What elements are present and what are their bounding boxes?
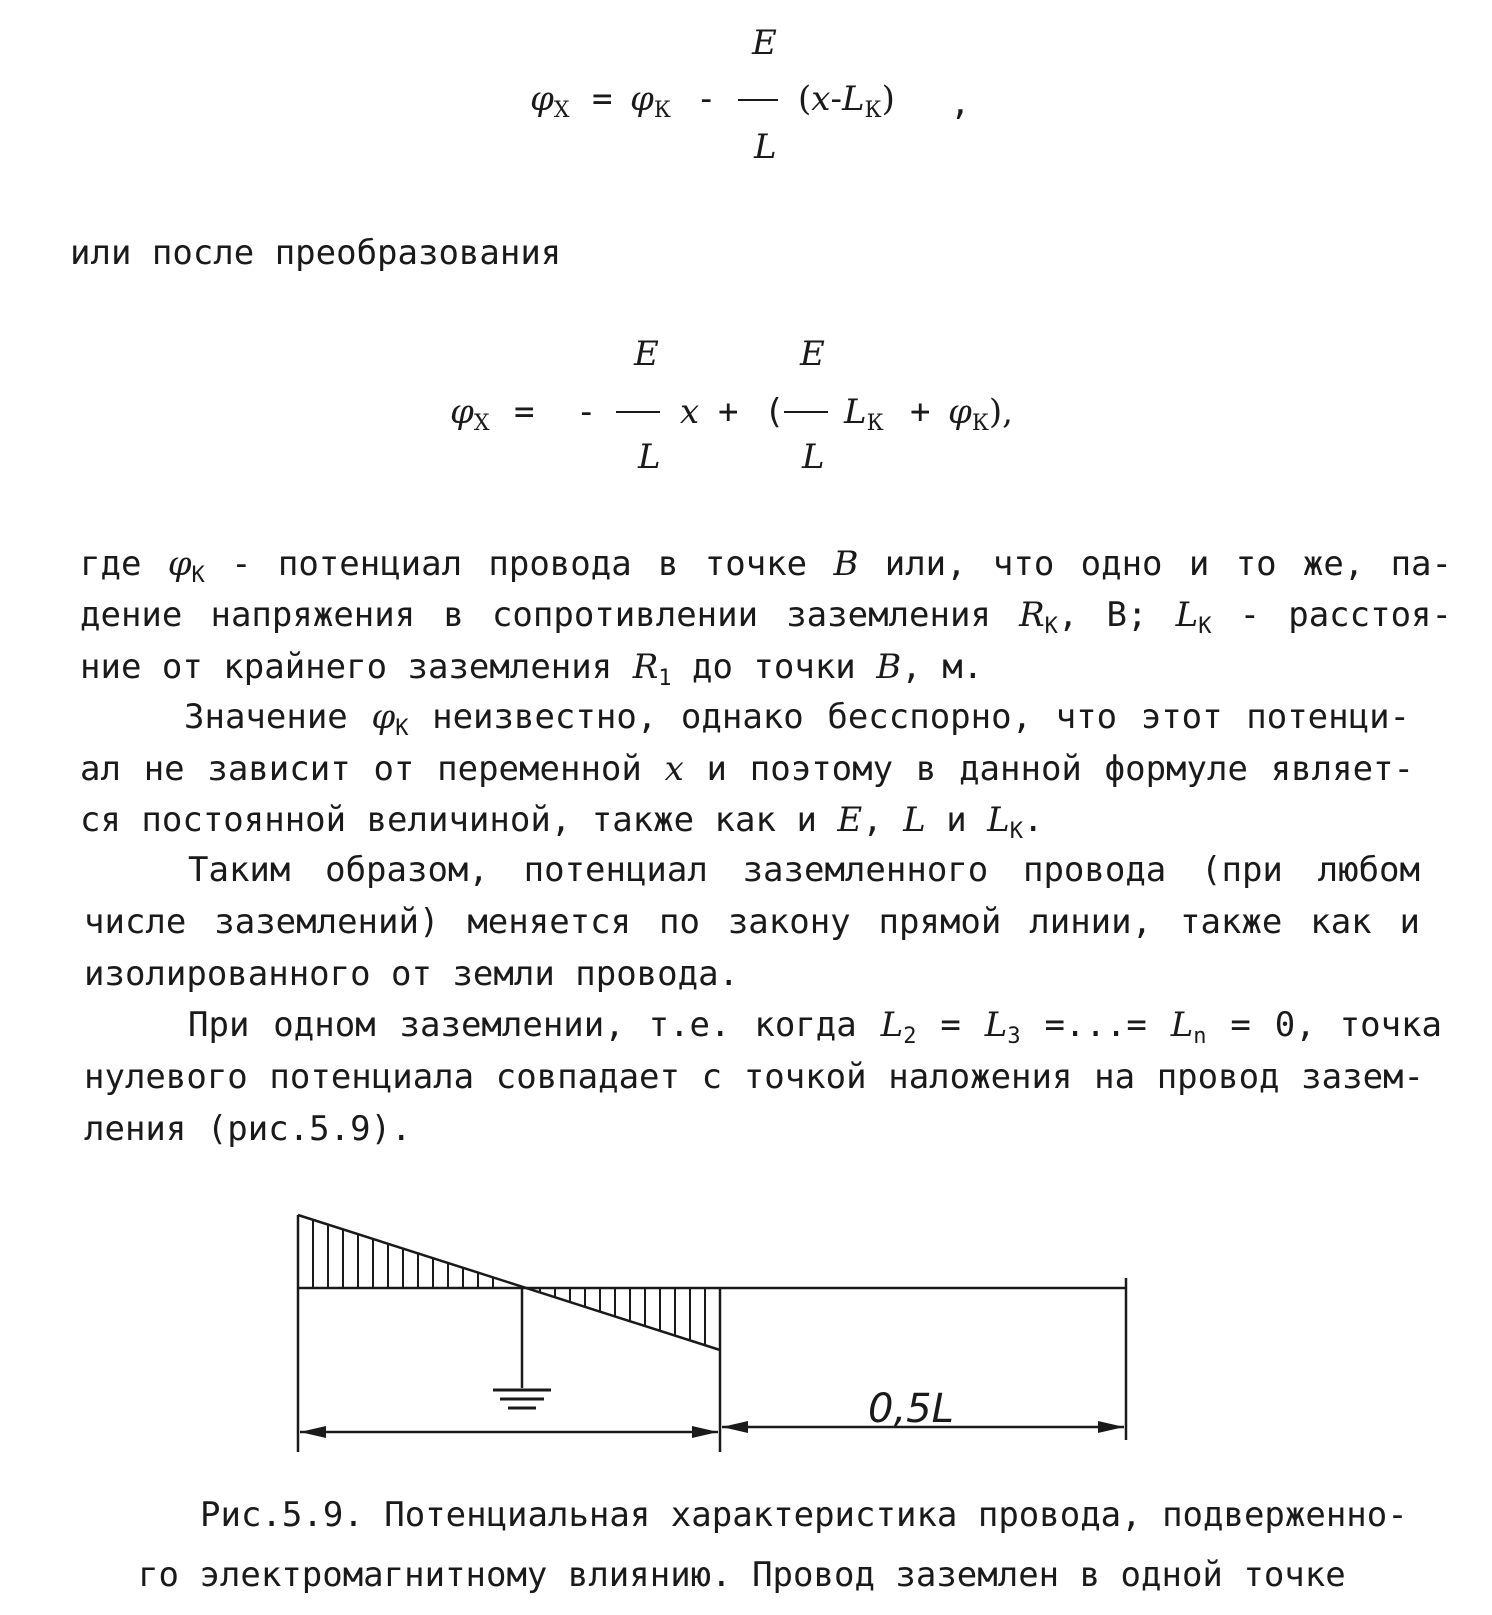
paragraph-3-line-1: Таким образом, потенциал заземленного провода (при любом xyxy=(188,850,1420,890)
fraction-1-denominator: L xyxy=(638,437,661,477)
phi-k: $\varphi_К$ xyxy=(630,79,671,123)
paragraph-1-line-2: дение напряжения в сопротивлении заземления $R_К$, В; $L_К$ - расстоя- xyxy=(80,595,1452,639)
paren-expression: $(x-L_К)$ xyxy=(798,79,895,123)
fraction-1-numerator: E xyxy=(634,334,659,374)
dimension-label: 0,5L xyxy=(868,1386,954,1432)
figure-caption-line-1: Рис.5.9. Потенциальная характеристика провода, подверженно- xyxy=(200,1495,1408,1535)
fraction-2-numerator: E xyxy=(800,334,825,374)
paragraph-3-line-3: изолированного от земли провода. xyxy=(84,954,740,994)
paragraph-4-line-2: нулевого потенциала совпадает с точкой наложения на провод зазем- xyxy=(84,1057,1424,1097)
plus-sign: + xyxy=(718,392,739,432)
minus-sign: - xyxy=(576,392,597,432)
figure-caption-line-2: го электромагнитному влиянию. Провод заземлен в одной точке xyxy=(138,1555,1346,1595)
equals-sign: = xyxy=(592,79,613,119)
arrow-left-start xyxy=(300,1426,326,1438)
paren-open: ( xyxy=(764,392,785,432)
minus-sign: - xyxy=(696,79,717,119)
phi-x: $\varphi_X$ xyxy=(530,79,570,123)
hatching-positive xyxy=(313,1220,493,1288)
potential-slope-line xyxy=(298,1215,720,1350)
arrow-right-start xyxy=(722,1421,748,1433)
paragraph-2-line-3: ся постоянной величиной, также как и E, L и $L_К$. xyxy=(80,800,1044,844)
phi-x: $\varphi_X$ xyxy=(450,392,490,436)
phi-k: $\varphi_К$), xyxy=(948,392,1013,436)
paragraph-1-line-1: где $\varphi_К$ - потенциал провода в точке B или, что одно и то же, па- xyxy=(80,544,1452,588)
comma: , xyxy=(950,83,971,123)
paragraph-4-line-1: При одном заземлении, т.е. когда $L_2 = L_3$ =...= $L_n = 0$, точка xyxy=(188,1005,1442,1049)
arrow-left-end xyxy=(692,1426,718,1438)
plus-sign-2: + xyxy=(910,392,931,432)
paragraph-2-line-2: ал не зависит от переменной x и поэтому в данной формуле являет- xyxy=(80,749,1414,789)
equals-sign: = xyxy=(514,392,535,432)
paragraph-2-line-1: Значение $\varphi_К$ неизвестно, однако бесспорно, что этот потенци- xyxy=(184,697,1411,741)
ground-icon xyxy=(493,1390,551,1408)
fraction-2-denominator: L xyxy=(802,437,825,477)
paragraph-1-line-3: ние от крайнего заземления $R_1$ до точки B, м. xyxy=(80,647,984,691)
paragraph-4-line-3: ления (рис.5.9). xyxy=(84,1109,412,1149)
l-k: $L_К$ xyxy=(844,392,884,436)
text-after-formula-1: или после преобразования xyxy=(70,233,562,273)
arrow-right-end xyxy=(1098,1421,1124,1433)
paragraph-3-line-2: числе заземлений) меняется по закону прямой линии, также как и xyxy=(84,902,1420,942)
fraction-numerator: E xyxy=(752,23,777,63)
variable-x: x xyxy=(680,392,700,432)
fraction-denominator: L xyxy=(754,127,777,167)
